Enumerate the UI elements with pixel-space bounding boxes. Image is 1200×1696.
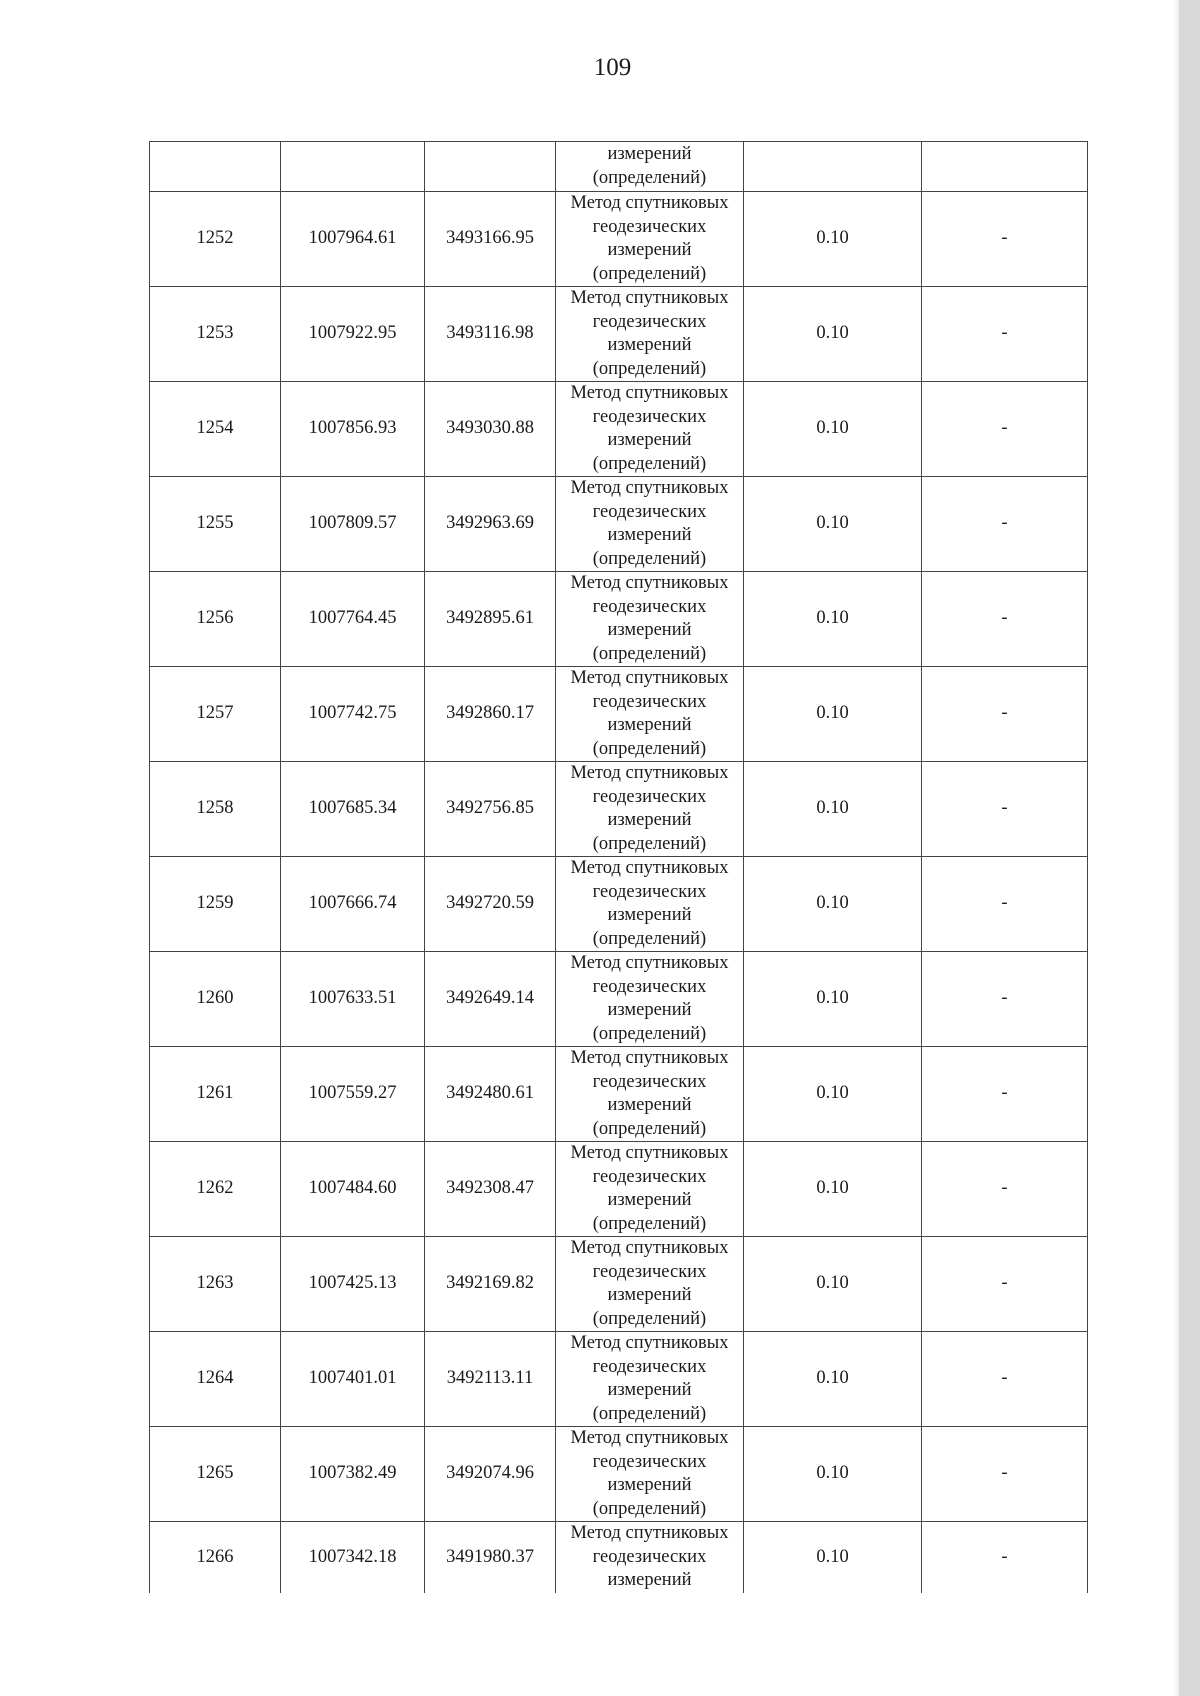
method-line: (определений) — [592, 928, 707, 949]
point-number-cell: 1260 — [150, 952, 281, 1047]
method-line: измерений — [607, 1285, 692, 1305]
note-cell: - — [922, 1237, 1088, 1332]
x-coordinate-cell: 1007633.51 — [281, 952, 425, 1047]
x-coordinate-cell: 1007742.75 — [281, 667, 425, 762]
y-cell — [425, 142, 556, 192]
y-coordinate-cell: 3492649.14 — [425, 952, 556, 1047]
point-number-cell: 1261 — [150, 1047, 281, 1142]
point-number-cell: 1262 — [150, 1142, 281, 1237]
method-line: геодезических — [592, 786, 707, 807]
method-line: (определений) — [592, 453, 707, 474]
accuracy-cell: 0.10 — [744, 1142, 922, 1237]
accuracy-cell: 0.10 — [744, 1237, 922, 1332]
method-line: измерений — [607, 715, 692, 735]
y-coordinate-cell: 3492113.11 — [425, 1332, 556, 1427]
method-line: (определений) — [592, 1213, 707, 1234]
table-body — [150, 142, 1088, 1593]
y-coordinate-cell: 3492720.59 — [425, 857, 556, 952]
coordinates-table — [149, 141, 1088, 1593]
method-line: геодезических — [592, 1451, 707, 1472]
method-line: Метод спутниковых — [570, 288, 729, 308]
y-coordinate-cell: 3492308.47 — [425, 1142, 556, 1237]
point-number-cell: 1252 — [150, 192, 281, 287]
method-line: Метод спутниковых — [570, 1428, 729, 1448]
method-line: измерений — [607, 430, 692, 450]
method-line: Метод спутниковых — [570, 383, 729, 403]
method-line: Метод спутниковых — [570, 1238, 729, 1258]
method-line: измерений — [607, 335, 692, 355]
table-row — [150, 762, 1088, 857]
note-cell: - — [922, 572, 1088, 667]
method-line: (определений) — [592, 548, 707, 569]
y-coordinate-cell: 3492895.61 — [425, 572, 556, 667]
table-row — [150, 1047, 1088, 1142]
table-row — [150, 192, 1088, 287]
accuracy-cell: 0.10 — [744, 477, 922, 572]
note-cell: - — [922, 1332, 1088, 1427]
method-cell — [556, 1427, 744, 1522]
method-line: измерений — [607, 1380, 692, 1400]
method-line: геодезических — [592, 406, 707, 427]
x-coordinate-cell: 1007922.95 — [281, 287, 425, 382]
y-coordinate-cell: 3492169.82 — [425, 1237, 556, 1332]
note-cell: - — [922, 1427, 1088, 1522]
method-line: Метод спутниковых — [570, 953, 729, 973]
page-number: 109 — [593, 54, 632, 81]
method-cell — [556, 762, 744, 857]
note-cell: - — [922, 1047, 1088, 1142]
x-coordinate-cell: 1007401.01 — [281, 1332, 425, 1427]
point-number-cell: 1263 — [150, 1237, 281, 1332]
method-line: (определений) — [592, 358, 707, 379]
point-number-cell: 1265 — [150, 1427, 281, 1522]
point-number-cell: 1256 — [150, 572, 281, 667]
y-coordinate-cell: 3492756.85 — [425, 762, 556, 857]
point-number-cell: 1255 — [150, 477, 281, 572]
method-line: Метод спутниковых — [570, 1523, 729, 1543]
method-line: (определений) — [592, 1403, 707, 1424]
method-line: геодезических — [592, 1166, 707, 1187]
method-cell — [556, 667, 744, 762]
method-line: (определений) — [592, 1118, 707, 1139]
method-cell — [556, 382, 744, 477]
y-coordinate-cell: 3492860.17 — [425, 667, 556, 762]
method-line: (определений) — [592, 1498, 707, 1519]
point-number-cell: 1253 — [150, 287, 281, 382]
x-coordinate-cell: 1007666.74 — [281, 857, 425, 952]
note-cell: - — [922, 1142, 1088, 1237]
method-line: (определений) — [592, 1308, 707, 1329]
method-cell — [556, 142, 744, 192]
y-coordinate-cell: 3493166.95 — [425, 192, 556, 287]
y-coordinate-cell: 3493030.88 — [425, 382, 556, 477]
table-row — [150, 1237, 1088, 1332]
accuracy-cell: 0.10 — [744, 1427, 922, 1522]
x-coordinate-cell: 1007559.27 — [281, 1047, 425, 1142]
x-coordinate-cell: 1007809.57 — [281, 477, 425, 572]
accuracy-cell — [744, 142, 922, 192]
accuracy-cell: 0.10 — [744, 857, 922, 952]
accuracy-cell: 0.10 — [744, 287, 922, 382]
method-line: геодезических — [592, 691, 707, 712]
method-line: геодезических — [592, 1071, 707, 1092]
method-line: Метод спутниковых — [570, 1333, 729, 1353]
method-line: (определений) — [592, 738, 707, 759]
method-line: измерений — [607, 1095, 692, 1115]
y-coordinate-cell: 3492480.61 — [425, 1047, 556, 1142]
method-line: измерений — [607, 1190, 692, 1210]
x-coordinate-cell: 1007425.13 — [281, 1237, 425, 1332]
method-cell — [556, 287, 744, 382]
table-row — [150, 952, 1088, 1047]
method-line: Метод спутниковых — [570, 1048, 729, 1068]
note-cell: - — [922, 287, 1088, 382]
method-cell — [556, 572, 744, 667]
method-line: измерений — [607, 1000, 692, 1020]
accuracy-cell: 0.10 — [744, 572, 922, 667]
method-line: геодезических — [592, 881, 707, 902]
method-line: геодезических — [592, 1261, 707, 1282]
y-coordinate-cell: 3492963.69 — [425, 477, 556, 572]
table-row — [150, 857, 1088, 952]
method-line: геодезических — [592, 311, 707, 332]
method-line: Метод спутниковых — [570, 478, 729, 498]
method-line: измерений — [607, 1475, 692, 1495]
accuracy-cell: 0.10 — [744, 1522, 922, 1593]
table-row — [150, 1142, 1088, 1237]
note-cell: - — [922, 382, 1088, 477]
point-number-cell: 1257 — [150, 667, 281, 762]
x-coordinate-cell: 1007856.93 — [281, 382, 425, 477]
table-row — [150, 572, 1088, 667]
note-cell: - — [922, 667, 1088, 762]
method-cell — [556, 1522, 744, 1593]
method-line: измерений — [607, 810, 692, 830]
method-line: измерений — [607, 1570, 692, 1590]
table-row — [150, 477, 1088, 572]
method-cell — [556, 1047, 744, 1142]
point-cell — [150, 142, 281, 192]
x-coordinate-cell: 1007484.60 — [281, 1142, 425, 1237]
method-cell — [556, 1332, 744, 1427]
method-line: Метод спутниковых — [570, 668, 729, 688]
method-line: геодезических — [592, 1546, 707, 1567]
x-coordinate-cell: 1007964.61 — [281, 192, 425, 287]
table-row — [150, 287, 1088, 382]
method-line: измерений — [607, 240, 692, 260]
table-row — [150, 382, 1088, 477]
note-cell — [922, 142, 1088, 192]
note-cell: - — [922, 857, 1088, 952]
accuracy-cell: 0.10 — [744, 952, 922, 1047]
method-line: Метод спутниковых — [570, 193, 729, 213]
point-number-cell: 1266 — [150, 1522, 281, 1593]
method-line: (определений) — [592, 833, 707, 854]
accuracy-cell: 0.10 — [744, 667, 922, 762]
method-line: измерений — [607, 525, 692, 545]
point-number-cell: 1264 — [150, 1332, 281, 1427]
method-line: (определений) — [592, 263, 707, 284]
accuracy-cell: 0.10 — [744, 192, 922, 287]
method-line: Метод спутниковых — [570, 763, 729, 783]
note-cell: - — [922, 762, 1088, 857]
y-coordinate-cell: 3493116.98 — [425, 287, 556, 382]
x-coordinate-cell: 1007685.34 — [281, 762, 425, 857]
accuracy-cell: 0.10 — [744, 1332, 922, 1427]
x-cell — [281, 142, 425, 192]
accuracy-cell: 0.10 — [744, 762, 922, 857]
note-cell: - — [922, 192, 1088, 287]
method-cell — [556, 192, 744, 287]
accuracy-cell: 0.10 — [744, 382, 922, 477]
scan-edge — [1179, 0, 1200, 1696]
point-number-cell: 1258 — [150, 762, 281, 857]
method-cell — [556, 1142, 744, 1237]
note-cell: - — [922, 952, 1088, 1047]
note-cell: - — [922, 1522, 1088, 1593]
method-line: (определений) — [592, 643, 707, 664]
table-row — [150, 667, 1088, 762]
method-cell — [556, 477, 744, 572]
method-cell — [556, 1237, 744, 1332]
method-line: Метод спутниковых — [570, 858, 729, 878]
method-line: геодезических — [592, 1356, 707, 1377]
x-coordinate-cell: 1007382.49 — [281, 1427, 425, 1522]
method-line: Метод спутниковых — [570, 1143, 729, 1163]
table-row — [150, 1427, 1088, 1522]
method-cell — [556, 857, 744, 952]
note-cell: - — [922, 477, 1088, 572]
method-line: геодезических — [592, 596, 707, 617]
table-row — [150, 1522, 1088, 1593]
point-number-cell: 1259 — [150, 857, 281, 952]
point-number-cell: 1254 — [150, 382, 281, 477]
method-cell — [556, 952, 744, 1047]
x-coordinate-cell: 1007342.18 — [281, 1522, 425, 1593]
method-line: (определений) — [592, 1023, 707, 1044]
method-line: (определений) — [592, 167, 707, 188]
y-coordinate-cell: 3492074.96 — [425, 1427, 556, 1522]
method-line: Метод спутниковых — [570, 573, 729, 593]
method-line: геодезических — [592, 976, 707, 997]
table-row — [150, 1332, 1088, 1427]
accuracy-cell: 0.10 — [744, 1047, 922, 1142]
x-coordinate-cell: 1007764.45 — [281, 572, 425, 667]
method-line: геодезических — [592, 501, 707, 522]
method-line: геодезических — [592, 216, 707, 237]
continuation-row — [150, 142, 1088, 192]
method-line: измерений — [607, 620, 692, 640]
y-coordinate-cell: 3491980.37 — [425, 1522, 556, 1593]
method-line: измерений — [607, 144, 692, 164]
method-line: измерений — [607, 905, 692, 925]
